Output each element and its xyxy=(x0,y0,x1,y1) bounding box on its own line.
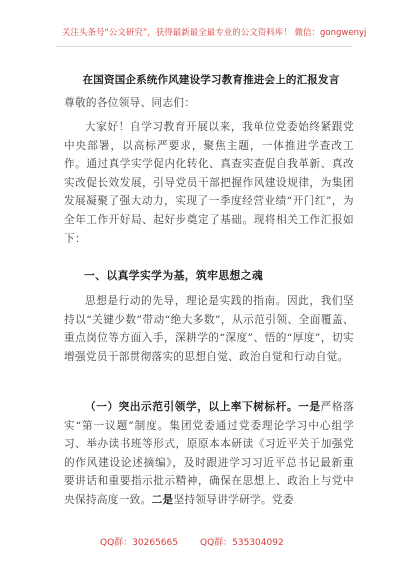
footer-contact xyxy=(100,535,320,548)
point-text-1: 严格落实“第一议题”制度。集团党委通过党委理论学习中心组学习、举办读书班等形式，原原本本研读《习近平关于加强党的作风建设论述摘编》，及时跟进学习习近平总书记最新重要讲话和重要指示批示精神，确保在思想上、政治上与党中央保持高度一致。 xyxy=(64,401,355,506)
subsection-heading: （一）突出示范引领学，以上率下树标杆。 xyxy=(85,401,299,413)
point-marker-1: 一是 xyxy=(298,401,321,413)
header-divider xyxy=(56,46,352,47)
salutation: 尊敬的各位领导、同志们： xyxy=(64,97,196,109)
paragraph-subsection-1 xyxy=(64,398,354,510)
footer-qq-group-2: QQ群：535304092 xyxy=(199,538,284,548)
point-text-2: 坚持领导讲学研学。党委 xyxy=(173,493,294,506)
point-marker-2: 二是 xyxy=(151,493,174,506)
footer-qq-group-1: QQ群：30265665 xyxy=(100,538,178,548)
header-banner: 关注头条号“公文研究”，获得最新最全最专业的公文资料库！ 微信：gongwenyj xyxy=(62,28,367,38)
paragraph-intro: 大家好！自学习教育开展以来，我单位党委始终紧跟党中央部署，以高标严要求，聚焦主题，一体推进学查改工作。通过真学实学促内化转化、真查实查促自我革新、真改实改促长效发展，引导党员干部把握作风建设规律，为集团发展凝聚了强大动力，实现了一季度经营业绩“开门红”，为全年工作开好局、起好步奠定了基础。现将相关工作汇报如下： xyxy=(64,121,354,245)
document-title: 在国资国企系统作风建设学习教育推进会上的汇报发言 xyxy=(82,74,340,86)
section-heading-1: 一、以真学实学为基，筑牢思想之魂 xyxy=(84,269,264,282)
paragraph-section-1: 思想是行动的先导，理论是实践的指南。因此，我们坚持以“关键少数”带动“绝大多数”，从示范引领、全面覆盖、重点岗位等方面入手，深耕学的“深度”、悟的“厚度”，切实增强党员干部贯彻落实的思想自觉、政治自觉和行动自觉。 xyxy=(64,295,354,363)
